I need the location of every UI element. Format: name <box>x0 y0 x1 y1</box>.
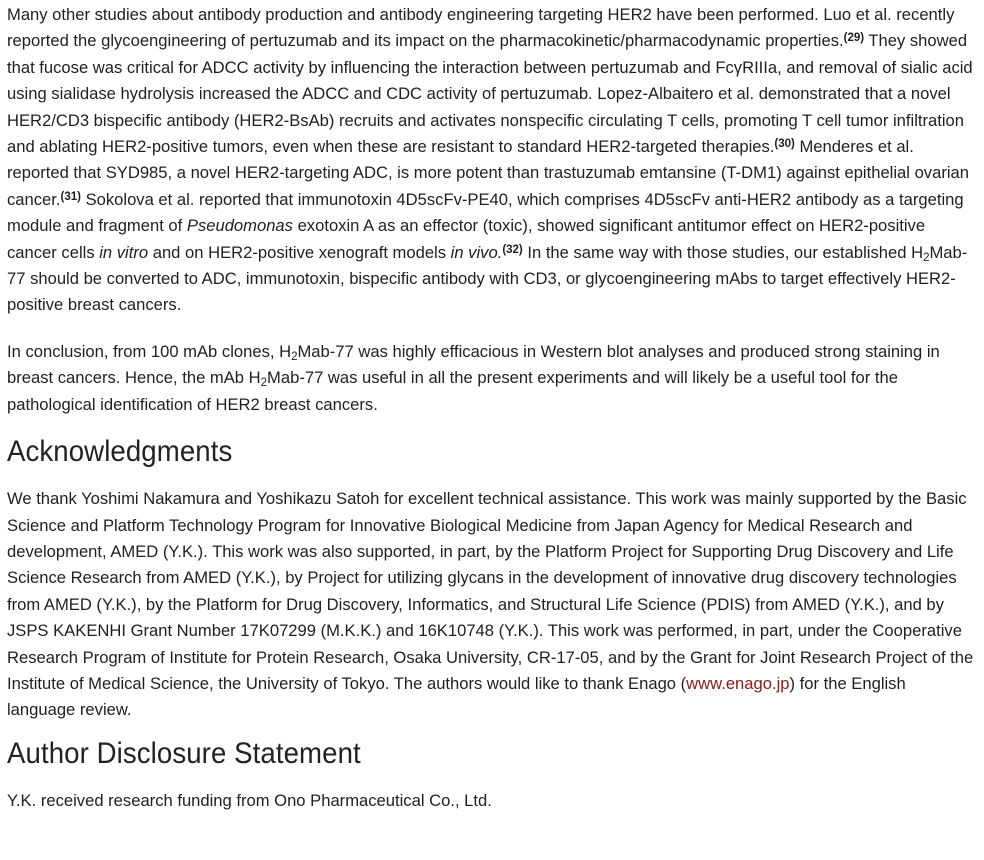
discussion-paragraph-1 <box>7 2 976 319</box>
citation-31[interactable]: (31) <box>60 190 81 203</box>
text-segment: In the same way with those studies, our established H <box>522 242 924 262</box>
text-segment: In conclusion, from 100 mAb clones, H <box>7 341 292 361</box>
text-segment: Mab-77 was highly efficacious in Western blot analyses and produced strong staining in breast cancers. Hence, the mAb H <box>7 341 940 388</box>
text-segment: Sokolova et al. reported that immunotoxin 4D5scFv-PE40, which comprises 4D5scFv anti-HER2 antibody as a targeting module and fragment of <box>7 189 964 236</box>
text-segment: and on HER2-positive xenograft models <box>148 242 451 262</box>
text-segment: Mab-77 should be converted to ADC, immunotoxin, bispecific antibody with CD3, or glycoengineering mAbs to target effectively HER2-positive breast cancers. <box>7 242 968 315</box>
acknowledgments-heading: Acknowledgments <box>7 435 233 469</box>
citation-29[interactable]: (29) <box>843 32 865 45</box>
text-segment: Mab-77 was useful in all the present experiments and will likely be a useful tool for the pathological identification of HER2 breast cancers. <box>7 368 898 414</box>
citation-32[interactable]: (32) <box>502 243 523 256</box>
text-segment: We thank Yoshimi Nakamura and Yoshikazu Satoh for excellent technical assistance. This work was mainly supported by the Basic Science and Platform Technology Program for Innovative Biological Medicine from Japan Agency for Medical Research and development, AMED (Y.K.). This work was also supported, in part, by the Platform Project for Supporting Drug Discovery and Life Science Research from AMED (Y.K.), by Project for utilizing glycans in the development of innovative drug discovery technologies from AMED (Y.K.), by the Platform for Drug Discovery, Informatics, and Structural Life Science (PDIS) from AMED (Y.K.), and by JSPS KAKENHI Grant Number 17K07299 (M.K.K.) and 16K10748 (Y.K.). This work was performed, in part, under the Cooperative Research Program of Institute for Protein Research, Osaka University, CR-17-05, and by the Grant for Joint Research Project of the Institute of Medical Science, the University of Tokyo. The authors would like to thank Enago ( <box>7 489 974 693</box>
disclosure-heading: Author Disclosure Statement <box>7 736 361 770</box>
subscript: 2 <box>291 350 298 363</box>
text-segment: ) for the English language review. <box>7 673 906 720</box>
discussion-paragraph-2 <box>7 339 976 418</box>
text-segment: exotoxin A as an effector (toxic), showed significant antitumor effect on HER2-positive cancer cells <box>7 216 926 262</box>
disclosure-paragraph: Y.K. received research funding from Ono Pharmaceutical Co., Ltd. <box>7 790 492 810</box>
acknowledgments-paragraph <box>7 486 976 724</box>
text-segment: Menderes et al. reported that SYD985, a novel HER2-targeting ADC, is more potent than trastuzumab emtansine (T-DM1) against epithelial ovarian cancer. <box>7 137 970 209</box>
citation-30[interactable]: (30) <box>774 138 795 151</box>
enago-link[interactable]: www.enago.jp <box>686 673 790 693</box>
subscript: 2 <box>260 377 268 390</box>
text-segment: Many other studies about antibody production and antibody engineering targeting HER2 have been performed. Luo et al. recently reported the glycoengineering of pertuzumab and its impact on the pharmacokinetic/pharmacodynamic properties. <box>7 5 955 51</box>
text-segment: They showed that fucose was critical for ADCC activity by influencing the interaction between pertuzumab and FcγRIIIa, and removal of sialic acid using sialidase hydrolysis increased the ADCC and CDC activity of pertuzumab. Lopez-Albaitero et al. demonstrated that a novel HER2/CD3 bispecific antibody (HER2-BsAb) recruits and activates nonspecific circulating T cells, promoting T cell tumor infiltration and ablating HER2-positive tumors, even when these are resistant to standard HER2-targeted therapies. <box>7 31 973 157</box>
subscript: 2 <box>923 251 930 264</box>
italic-term-in-vitro: in vitro <box>99 242 149 262</box>
italic-term-pseudomonas: Pseudomonas <box>186 216 293 236</box>
italic-term-in-vivo: in vivo. <box>450 242 503 262</box>
